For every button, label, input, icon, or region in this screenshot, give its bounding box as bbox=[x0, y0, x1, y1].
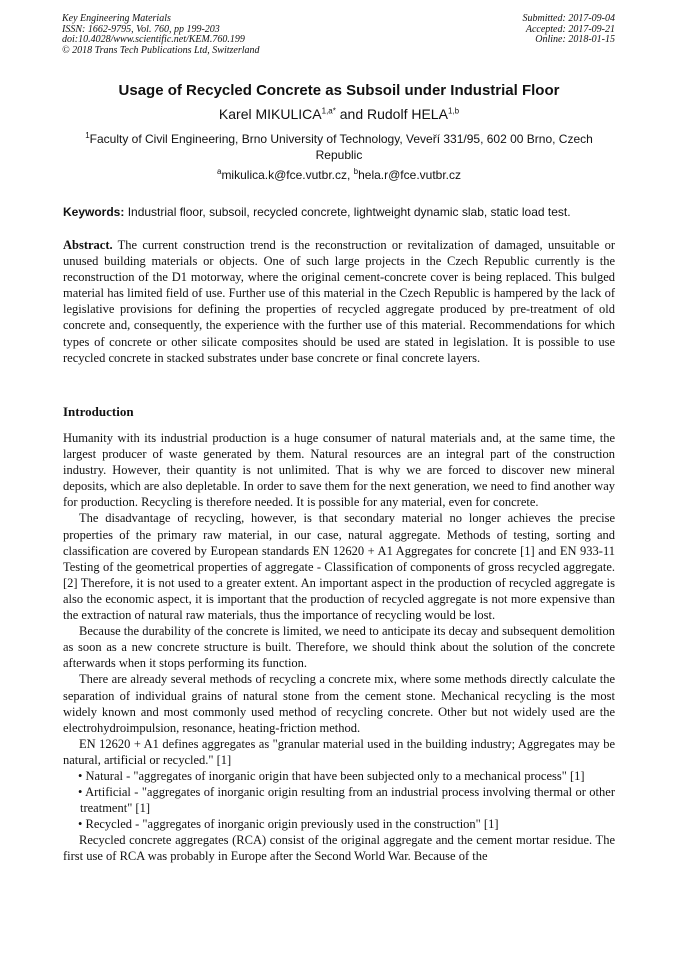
accepted-date: Accepted: 2017-09-21 bbox=[525, 23, 615, 35]
journal-info bbox=[62, 14, 260, 56]
email-a-sup: a bbox=[216, 167, 222, 176]
bullet-natural: • Natural - "aggregates of inorganic origin that have been subjected only to a mechanical process" [1] bbox=[78, 768, 585, 783]
intro-paragraph-5: EN 12620 + A1 defines aggregates as "granular material used in the building industry; Aggregates may be natural, artificial or recycled." [1] bbox=[63, 736, 615, 767]
author-1-sup: 1,a* bbox=[321, 106, 336, 116]
bullet-recycled: • Recycled - "aggregates of inorganic origin previously used in the construction" [1] bbox=[78, 817, 499, 832]
submission-dates bbox=[523, 14, 616, 46]
journal-copyright: © 2018 Trans Tech Publications Ltd, Switzerland bbox=[62, 44, 260, 56]
email-a: mikulica.k@fce.vutbr.cz, bbox=[221, 168, 354, 182]
bullet-artificial: • Artificial - "aggregates of inorganic origin resulting from an industrial process involving thermal or other treatment" [1] bbox=[78, 785, 615, 816]
paper-title: Usage of Recycled Concrete as Subsoil under Industrial Floor bbox=[118, 82, 560, 99]
journal-doi: doi:10.4028/www.scientific.net/KEM.760.199 bbox=[62, 34, 245, 45]
intro-paragraph-1: Humanity with its industrial production is a huge consumer of natural materials and, at the same time, the largest producer of waste generated by them. Natural resources are an integral part of the construction industry. However, their quantity is not unlimited. That is why we are forced to discover new mineral deposits, which are also depletable. In order to save them for the next generation, we need to find another way for production. Recycling is therefore needed. It is possible for any material, even for concrete. bbox=[63, 431, 615, 510]
author-2-sup: 1,b bbox=[447, 106, 460, 116]
journal-name: Key Engineering Materials bbox=[62, 13, 171, 24]
journal-issn: ISSN: 1662-9795, Vol. 760, pp 199-203 bbox=[62, 23, 220, 35]
affiliation-sup: 1 bbox=[85, 131, 90, 140]
keywords-text: Industrial floor, subsoil, recycled concrete, lightweight dynamic slab, static load test. bbox=[124, 205, 571, 219]
affiliation bbox=[80, 131, 598, 163]
keywords bbox=[63, 205, 615, 219]
introduction-body bbox=[63, 430, 615, 865]
author-emails bbox=[0, 168, 678, 182]
author-1-name: Karel MIKULICA bbox=[218, 106, 322, 122]
affiliation-text: Faculty of Civil Engineering, Brno University of Technology, Veveří 331/95, 602 00 Brno, Czech Republic bbox=[89, 132, 593, 162]
email-b: hela.r@fce.vutbr.cz bbox=[358, 168, 461, 182]
abstract-text: The current construction trend is the reconstruction or revitalization of damaged, unsuitable or unused building materials or objects. One of such large projects in the Czech Republic currently is the reconstruction of the D1 motorway, where the original cement-concrete cover is being replaced. This bulged material has limited field of use. Further use of this material in the Czech Republic is hampered by the lack of legislative provisions for defining the properties of recycled aggregate produced by pre-treatment of old concrete and, consequently, the experience with the further use of this material. Recommendations for which types of concrete or other silicate composites should be used are stated in legislation. It is possible to use recycled concrete in stacked substrates under base concrete or final concrete layers. bbox=[63, 238, 615, 365]
intro-paragraph-2: The disadvantage of recycling, however, is that secondary material no longer achieves the precise properties of the primary raw material, in our case, natural aggregate. Methods of testing, sorting and classification are covered by European standards EN 12620 + A1 Aggregates for concrete [1] and EN 933-11 Testing of the geometrical properties of aggregate - Classification of components of gross recycled aggregate. [2] Therefore, it is not used to a greater extent. An important aspect in the production of recycled aggregate is also the economic aspect, it is important that the production of recycled aggregate is not more expensive than the extraction of natural raw materials, thus the importance of recycling would be lost. bbox=[63, 511, 615, 623]
intro-paragraph-4: There are already several methods of recycling a concrete mix, where some methods directly calculate the separation of individual grains of natural stone from the cement stone. Mechanical recycling is the most widely known and most commonly used method of recycling concrete. Other but not widely used are the electrohydroimpulsion, resonance, heating-friction method. bbox=[63, 672, 615, 735]
section-heading-introduction: Introduction bbox=[63, 404, 134, 419]
author-line bbox=[0, 106, 678, 122]
keywords-label: Keywords: bbox=[63, 205, 125, 219]
abstract bbox=[63, 237, 615, 366]
abstract-label: Abstract. bbox=[63, 238, 113, 252]
email-b-sup: b bbox=[353, 167, 359, 176]
author-and: and bbox=[335, 106, 367, 122]
intro-paragraph-3: Because the durability of the concrete is limited, we need to anticipate its decay and subsequent demolition as soon as a new concrete structure is built. Therefore, we should think about the solution of the concrete afterwards when it stops performing its function. bbox=[63, 624, 615, 671]
intro-paragraph-6: Recycled concrete aggregates (RCA) consist of the original aggregate and the cement mortar residue. The first use of RCA was probably in Europe after the Second World War. Because of the bbox=[63, 833, 615, 864]
submitted-date: Submitted: 2017-09-04 bbox=[522, 13, 615, 24]
author-2-name: Rudolf HELA bbox=[367, 106, 448, 122]
online-date: Online: 2018-01-15 bbox=[535, 34, 615, 45]
